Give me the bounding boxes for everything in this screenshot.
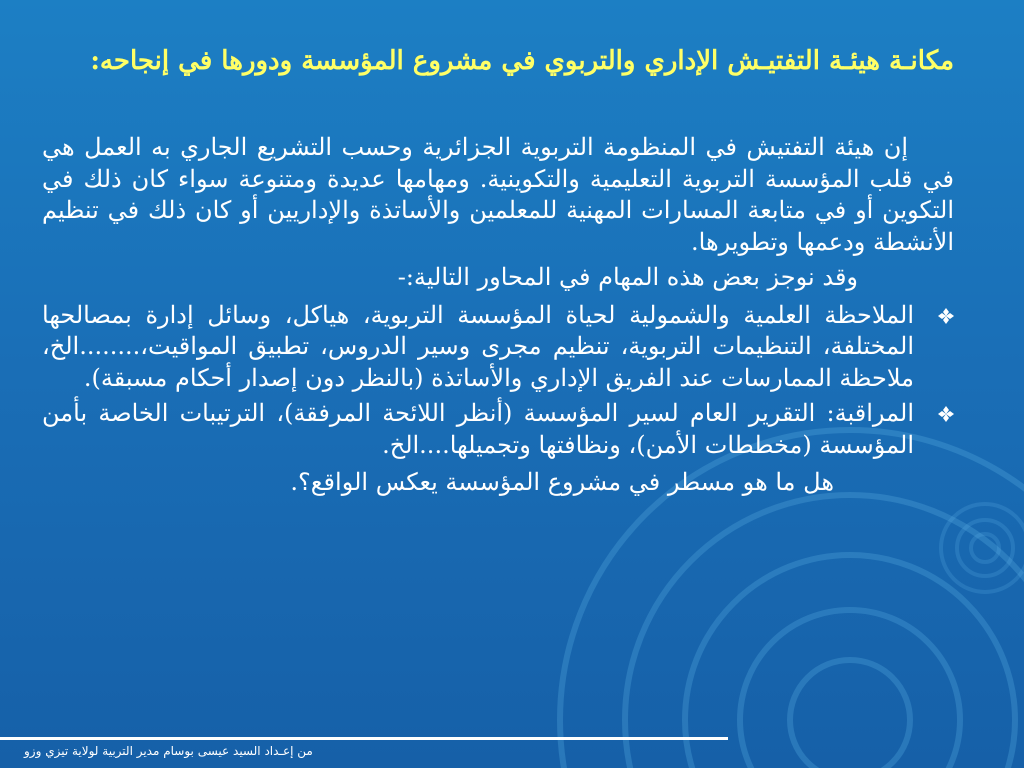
diamond-bullet-icon — [938, 308, 954, 324]
bullet-item — [42, 300, 954, 395]
bullet-text: الملاحظة العلمية والشمولية لحياة المؤسسة التربوية، هياكل، وسائل إدارة بمصالحها المختلفة، التنظيمات التربوية، تنظيم مجرى وسير الدروس، تطبيق المواقيت،........الخ، ملاحظة الممارسات عند الفريق الإداري والأساتذة (بالنظر دون إصدار أحكام مسبقة). — [42, 300, 914, 392]
footer-divider — [0, 737, 728, 740]
slide-title: مكانـة هيئـة التفتيـش الإداري والتربوي في مشروع المؤسسة ودورها في إنجاحه: — [90, 46, 954, 76]
slide-body — [42, 132, 954, 523]
intro-paragraph: إن هيئة التفتيش في المنظومة التربوية الجزائرية وحسب التشريع الجاري به العمل هي في قلب المؤسسة التربوية التعليمية والتكوينية. ومهامها عديدة ومتنوعة سواء كان ذلك في التكوين أو في متابعة المسارات المهنية للمعلمين والأساتذة والإداريين أو كان ذلك في تنظيم الأنشطة ودعمها وتطويرها. — [42, 133, 954, 256]
closing-question: هل ما هو مسطر في مشروع المؤسسة يعكس الواقع؟. — [290, 468, 834, 496]
lead-line: وقد نوجز بعض هذه المهام في المحاور التالية:- — [397, 263, 858, 291]
diamond-bullet-icon — [938, 406, 954, 422]
bullet-item — [42, 398, 954, 461]
bullet-text: المراقبة: التقرير العام لسير المؤسسة (أنظر اللائحة المرفقة)، الترتيبات الخاصة بأمن المؤسسة (مخططات الأمن)، ونظافتها وتجميلها....الخ. — [42, 399, 914, 459]
footer-credit: من إعـداد السيد عيسى بوسام مدير التربية لولاية تيزي وزو — [24, 744, 313, 758]
